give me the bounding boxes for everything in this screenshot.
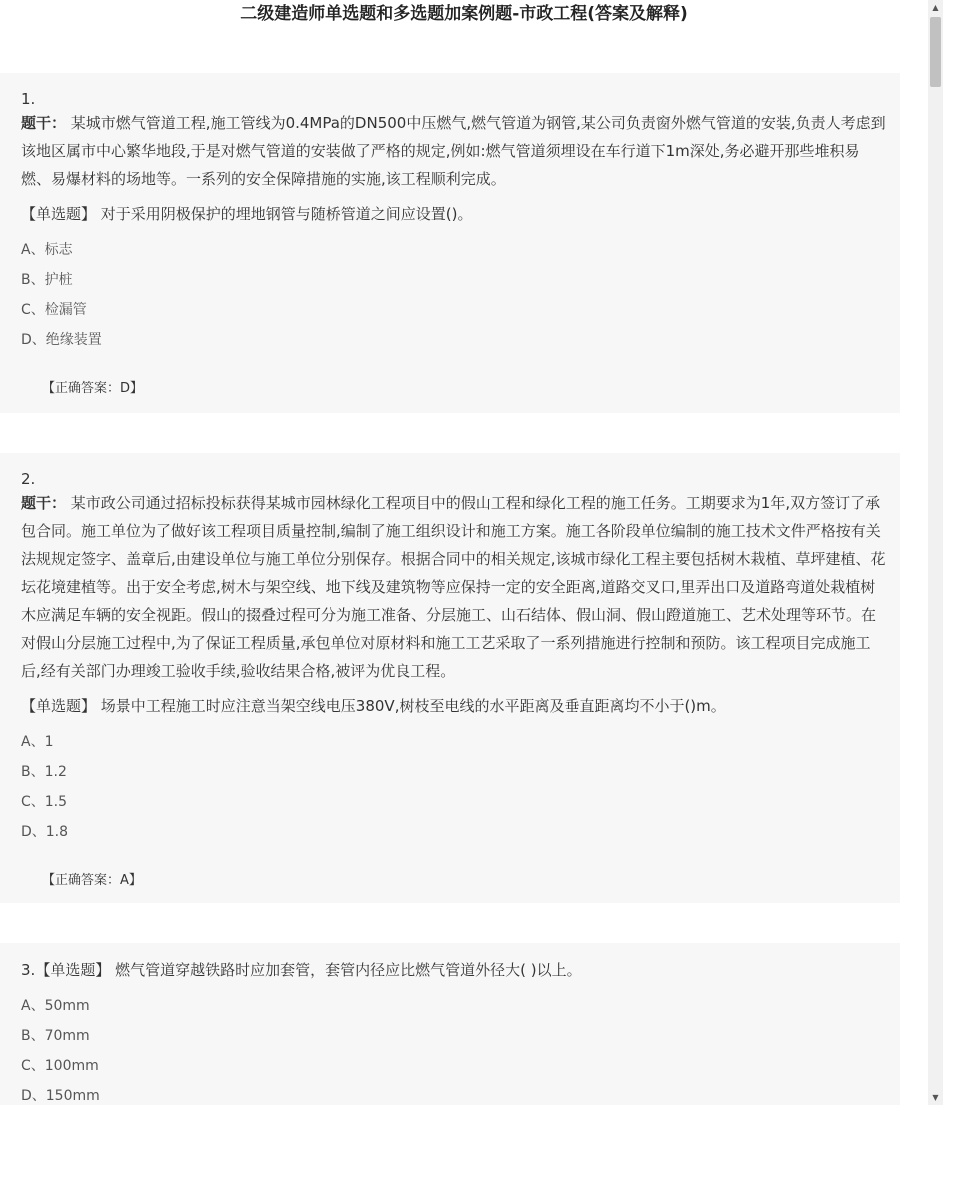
- question-body: 场景中工程施工时应注意当架空线电压380V,树枝至电线的水平距离及垂直距离均不小于()m。: [100, 697, 726, 715]
- question-text: [21, 695, 886, 717]
- stem-label: 题干：: [21, 114, 67, 132]
- stem-label: 题干：: [21, 494, 67, 512]
- question-number: 3.: [21, 961, 36, 979]
- option-a[interactable]: A、标志: [21, 242, 73, 258]
- vertical-scrollbar[interactable]: [928, 0, 943, 1105]
- scroll-thumb[interactable]: [930, 17, 941, 87]
- question-stem: [21, 109, 886, 193]
- question-type: 【单选题】: [21, 205, 97, 223]
- stem-text: 某城市燃气管道工程,施工管线为0.4MPa的DN500中压燃气,燃气管道为钢管,某公司负责窗外燃气管道的安装,负责人考虑到该地区属市中心繁华地段,于是对燃气管道的安装做了严格的规定,例如:燃气管道须埋设在车行道下1m深处,务必避开那些堆积易燃、易爆材料的场地等。一系列的安全保障措施的实施,该工程顺利完成。: [21, 114, 886, 188]
- page-title: 二级建造师单选题和多选题加案例题-市政工程(答案及解释): [240, 4, 688, 24]
- question-stem: [21, 489, 886, 685]
- option-c[interactable]: C、100mm: [21, 1058, 99, 1074]
- option-d[interactable]: D、150mm: [21, 1088, 100, 1104]
- question-text: [21, 203, 886, 225]
- scroll-down-arrow-icon[interactable]: ▼: [932, 1093, 939, 1102]
- option-b[interactable]: B、护桩: [21, 272, 73, 288]
- option-a[interactable]: A、1: [21, 734, 54, 750]
- correct-answer: 【正确答案：D】: [42, 381, 144, 396]
- scroll-up-arrow-icon[interactable]: ▲: [932, 3, 939, 12]
- question-card-1: [0, 73, 900, 413]
- option-c[interactable]: C、1.5: [21, 794, 68, 810]
- option-list: [21, 727, 886, 847]
- option-c[interactable]: C、检漏管: [21, 302, 87, 318]
- stem-text: 某市政公司通过招标投标获得某城市园林绿化工程项目中的假山工程和绿化工程的施工任务。工期要求为1年,双方签订了承包合同。施工单位为了做好该工程项目质量控制,编制了施工组织设计和施工方案。施工各阶段单位编制的施工技术文件严格按有关法规规定签字、盖章后,由建设单位与施工单位分别保存。根据合同中的相关规定,该城市绿化工程主要包括树木栽植、草坪建植、花坛花境建植等。出于安全考虑,树木与架空线、地下线及建筑物等应保持一定的安全距离,道路交叉口,里弄出口及道路弯道处栽植树木应满足车辆的安全视距。假山的掇叠过程可分为施工准备、分层施工、山石结体、假山洞、假山蹬道施工、艺术处理等环节。在对假山分层施工过程中,为了保证工程质量,承包单位对原材料和施工工艺采取了一系列措施进行控制和预防。该工程项目完成施工后,经有关部门办理竣工验收手续,验收结果合格,被评为优良工程。: [21, 494, 886, 680]
- option-b[interactable]: B、1.2: [21, 764, 67, 780]
- option-d[interactable]: D、绝缘装置: [21, 332, 102, 348]
- option-b[interactable]: B、70mm: [21, 1028, 90, 1044]
- option-list: [21, 235, 886, 355]
- question-type: 【单选题】: [35, 961, 111, 979]
- question-body: 燃气管道穿越铁路时应加套管，套管内径应比燃气管道外径大( )以上。: [115, 961, 582, 979]
- question-number: 2.: [21, 470, 36, 488]
- correct-answer: 【正确答案：A】: [42, 873, 142, 888]
- option-d[interactable]: D、1.8: [21, 824, 69, 840]
- question-number: 1.: [21, 90, 36, 108]
- question-body: 对于采用阴极保护的埋地钢管与随桥管道之间应设置()。: [100, 205, 473, 223]
- option-list: [21, 991, 886, 1105]
- question-card-3: [0, 943, 900, 1105]
- option-a[interactable]: A、50mm: [21, 998, 90, 1014]
- question-type: 【单选题】: [21, 697, 97, 715]
- question-text: [21, 959, 886, 981]
- question-card-2: [0, 453, 900, 903]
